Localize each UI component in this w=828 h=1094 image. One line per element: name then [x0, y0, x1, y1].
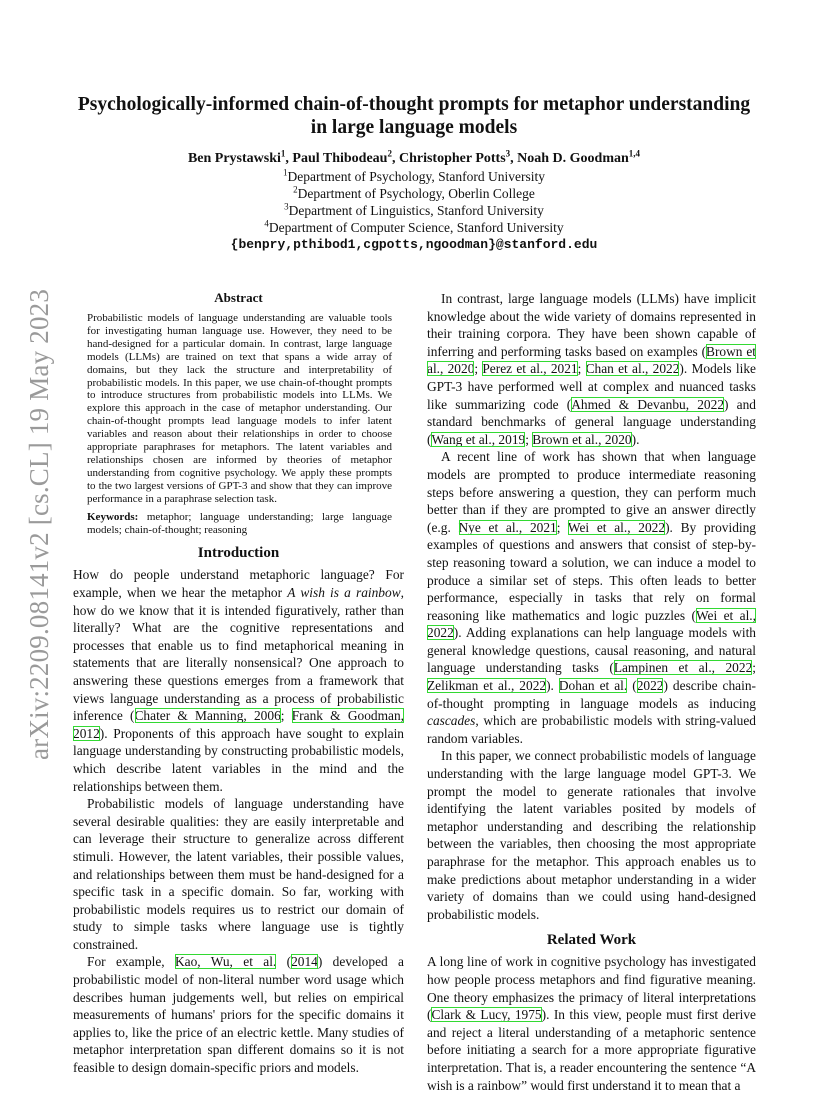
affiliation-2-sup: 2 [293, 184, 298, 195]
citation-link[interactable]: Chan et al., 2022 [585, 361, 680, 377]
intro-p1-text-b: , how do we know that it is intended figuratively, rather than literally? What are the cognitive representations and processes that enable us to find metaphorical meaning in statements that are literally nonsensical? One approach to answering these questions emerges from a framework that views language understanding as a process of probabilistic inference ( [73, 585, 404, 724]
related-work-heading: Related Work [546, 932, 637, 949]
author-2: Paul Thibodeau [292, 151, 388, 166]
affiliation-3-text: Department of Linguistics, Stanford University [288, 203, 544, 218]
citation-link[interactable]: Wang et al., 2019 [431, 431, 526, 447]
citation-link[interactable]: 2022 [636, 678, 664, 694]
affiliation-4-sup: 4 [264, 218, 269, 229]
affiliation-2-text: Department of Psychology, Oberlin College [297, 186, 535, 201]
right-p2-text-c: ). Adding explanations can help language models with general knowledge questions, causal reasoning, and natural language understanding tasks ( [427, 625, 756, 676]
intro-p3-text-b: ( [276, 954, 292, 970]
right-paragraph-1 [427, 290, 756, 448]
intro-p1-sep: ; [280, 708, 292, 724]
affiliation-4-text: Department of Computer Science, Stanford University [268, 220, 564, 235]
right-p1-text-b: ). Models like GPT-3 have performed well at complex and nuanced tasks like summarizing code ( [427, 361, 756, 412]
paper-title [70, 93, 758, 139]
keywords-label: Keywords: [87, 510, 139, 523]
right-p1-sep-2: ; [577, 361, 586, 377]
citation-link[interactable]: Perez et al., 2021 [482, 361, 578, 377]
affiliation-3 [70, 202, 758, 219]
right-p1-text-a: In contrast, large language models (LLMs) have implicit knowledge about the wide variety of domains represented in their training corpora. They have been shown capable of inferring and performing tasks based on examples ( [427, 291, 756, 359]
arxiv-stamp [18, 250, 58, 770]
intro-body [73, 566, 404, 1076]
right-p4-text-a: A long line of work in cognitive psychology has investigated how people process metaphors and find figurative meaning. One theory emphasizes the primacy of literal interpretations ( [427, 954, 756, 1023]
related-work-paragraph [427, 953, 756, 1094]
citation-link[interactable]: Wei et al., 2022 [427, 607, 756, 641]
keywords-text: metaphor; language understanding; large language models; chain-of-thought; reasoning [87, 510, 392, 536]
author-1-sup: 1 [280, 148, 286, 159]
intro-paragraph-3 [73, 953, 404, 1076]
citation-link[interactable]: Clark & Lucy, 1975 [431, 1007, 542, 1023]
abstract-body [87, 312, 392, 506]
citation-link[interactable]: Frank & Goodman, 2012 [73, 708, 404, 741]
intro-paragraph-1 [73, 566, 404, 795]
right-p2-text-f: ) describe chain-of-thought prompting in language models as inducing [427, 678, 756, 711]
title-line-2: in large language models [310, 117, 518, 138]
right-p2-text-d: ). [546, 678, 559, 694]
abstract-text: Probabilistic models of language understanding are valuable tools for investigating human language use. However, they need to be hand-designed for a particular domain. In contrast, large language models (LLMs) are trained on text that spans a wide array of domains, but they lack the structure and interpretability of probabilistic models. In this paper, we use chain-of-thought prompts to introduce structures from probabilistic models into LLMs. We explore this approach in the case of metaphor understanding. Our chain-of-thought prompts lead language models to infer latent variables and reason about their relationships in order to choose appropriate paraphrases for metaphors. The latent variables and relationships chosen are informed by theories of metaphor understanding from cognitive psychology. We apply these prompts to the two largest versions of GPT-3 and show that they can improve performance in a paraphrase selection task. [87, 312, 392, 505]
citation-link[interactable]: Kao, Wu, et al. [175, 954, 277, 970]
citation-link[interactable]: Brown et al., 2020 [427, 343, 756, 377]
affiliation-4 [70, 219, 758, 236]
intro-paragraph-2: Probabilistic models of language understanding have several desirable qualities: they are easily interpretable and can leverage their structure to generalize across different stimuli. However, the latent variables, their possible values, and relationships between them must be hand-designed for a specific task in a specific domain. So far, working with probabilistic models requires us to restrict our domain of study to simple tasks where language use is tightly constrained. [73, 796, 404, 952]
right-paragraph-2 [427, 448, 756, 747]
citation-link[interactable]: Lampinen et al., 2022 [613, 660, 753, 676]
arxiv-id[interactable]: arXiv:2209.08141v2 [cs.CL] 19 May 2023 [24, 288, 54, 760]
abstract-heading: Abstract [214, 290, 263, 305]
right-p2-sep-2: ; [752, 660, 757, 676]
intro-p3-text-a: For example, [87, 954, 175, 970]
citation-link[interactable]: 2014 [291, 954, 318, 970]
left-column [73, 290, 404, 1077]
right-p1-sep-1: ; [474, 361, 483, 377]
intro-heading: Introduction [197, 545, 280, 562]
author-2-sup: 2 [387, 148, 392, 159]
title-line-1: Psychologically-informed chain-of-thought prompts for metaphor understanding [77, 94, 751, 115]
right-p4-text-b: ). In this view, people must first derive and reject a literal understanding of a metaphoric sentence before initiating a search for a more appropriate figurative interpretation. That is, a reader encountering the sentence “A wish is a rainbow” would first understand it to mean that a [427, 1007, 756, 1093]
affiliation-3-sup: 3 [284, 201, 289, 212]
right-p2-text-a: A recent line of work has shown that when language models are prompted to produce intermediate reasoning steps before answering a question, they can perform much better than if they are prompted to give an answer directly (e.g. [427, 449, 756, 535]
affiliation-1 [70, 168, 758, 185]
citation-link[interactable]: Chater & Manning, 2006 [134, 708, 281, 724]
citation-link[interactable]: Ahmed & Devanbu, 2022 [571, 396, 725, 412]
intro-p1-text-d: ). Proponents of this approach have sought to explain language understanding by constructing probabilistic models, which describe latent variables in the mind and the relationships between them. [73, 725, 404, 794]
affiliation-1-sup: 1 [283, 167, 288, 178]
right-p2-text-b: ). By providing examples of questions and answers that consist of step-by-step reasoning toward a solution, we can induce a model to produce a similar set of steps. This often leads to better performance, especially in tasks that rely on formal reasoning like mathematics and logic puzzles ( [427, 519, 756, 623]
author-4: Noah D. Goodman [517, 151, 629, 166]
author-emails[interactable]: {benpry,pthibod1,cgpotts,ngoodman}@stanford.edu [230, 237, 598, 252]
right-p1-sep-3: ; [525, 431, 533, 447]
author-3-sup: 3 [505, 148, 511, 159]
citation-link[interactable]: Brown et al., 2020 [532, 431, 632, 447]
intro-p1-text-a: How do people understand metaphoric language? For example, when we hear the metaphor [73, 567, 404, 600]
citation-link[interactable]: Dohan et al. [558, 678, 628, 694]
right-p2-emphasis: cascades [427, 713, 476, 729]
intro-p1-emphasis: A wish is a rainbow [287, 585, 401, 600]
author-1: Ben Prystawski [187, 151, 281, 166]
affiliations [70, 168, 758, 253]
citation-link[interactable]: Zelikman et al., 2022 [427, 678, 547, 694]
right-paragraph-3: In this paper, we connect probabilistic models of language understanding with the large language model GPT-3. We prompt the model to generate rationales that involve identifying the latent variables posited by models of metaphor understanding and describing the relationship between the variables, then choosing the most appropriate paraphrase for the metaphor. This approach enables us to make predictions about metaphor understanding in a wider variety of domains than we could using hand-designed probabilistic models. [427, 748, 756, 922]
citation-link[interactable]: Nye et al., 2021 [458, 519, 557, 535]
right-column [427, 290, 756, 1094]
right-p2-sep-1: ; [556, 519, 568, 535]
right-p2-text-e: ( [627, 678, 637, 694]
affiliation-2 [70, 185, 758, 202]
author-3: Christopher Potts [398, 151, 506, 166]
citation-link[interactable]: Wei et al., 2022 [567, 519, 666, 535]
right-p1-text-d: ). [631, 431, 640, 447]
keywords [87, 511, 392, 537]
right-p1-text-c: ) and standard benchmarks of general language understanding ( [427, 396, 756, 447]
right-p2-text-g: , which are probabilistic models with string-valued random variables. [427, 713, 756, 746]
intro-p3-text-c: ) developed a probabilistic model of non-literal number word usage which describes human judgements well, but relies on empirical measurements of humans' priors for the specific domains it applies to, like the price of an electric kettle. Many studies of metaphor interpretation span different domains so it is not feasible to design domain-specific priors and models. [73, 954, 404, 1076]
affiliation-1-text: Department of Psychology, Stanford University [287, 169, 545, 184]
author-list: Ben Prystawski$^1$, Paul Thibodeau$^2$, Christopher Potts$^3$, Noah D. Goodman$^{1,4}$ [187, 148, 641, 166]
author-4-sup: 1,4 [628, 148, 641, 159]
